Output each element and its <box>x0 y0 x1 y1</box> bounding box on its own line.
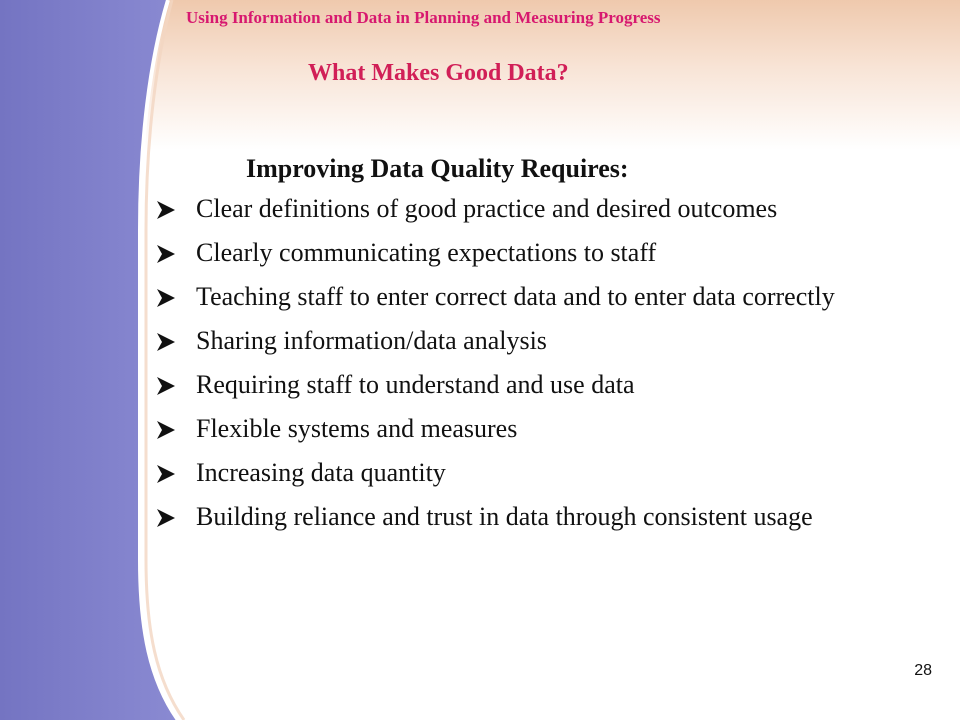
bullet-text: Sharing information/data analysis <box>196 326 547 355</box>
arrowhead-bullet-icon <box>156 200 176 220</box>
header-label: Using Information and Data in Planning and Measuring Progress <box>186 8 661 27</box>
arrowhead-bullet-icon <box>156 420 176 440</box>
arrowhead-bullet-icon <box>156 464 176 484</box>
bullet-text: Clearly communicating expectations to staff <box>196 238 657 267</box>
bullet-item <box>156 369 916 401</box>
bullet-item <box>156 501 916 533</box>
arrowhead-bullet-icon <box>156 376 176 396</box>
bullet-item <box>156 413 916 445</box>
arrowhead-bullet-icon <box>156 332 176 352</box>
slide-subtitle: Improving Data Quality Requires: <box>246 154 629 183</box>
arrowhead-bullet-icon <box>156 244 176 264</box>
bullet-item <box>156 193 916 225</box>
bullet-list <box>156 193 916 545</box>
bullet-item <box>156 237 916 269</box>
bullet-item <box>156 457 916 489</box>
bullet-text: Increasing data quantity <box>196 458 446 487</box>
bullet-item <box>156 325 916 357</box>
page-number: 28 <box>914 662 932 679</box>
slide-title: What Makes Good Data? <box>308 60 569 86</box>
bullet-item <box>156 281 916 313</box>
arrowhead-bullet-icon <box>156 508 176 528</box>
arrowhead-bullet-icon <box>156 288 176 308</box>
bullet-text: Flexible systems and measures <box>196 414 518 443</box>
bullet-text: Requiring staff to understand and use data <box>196 370 635 399</box>
bullet-text: Clear definitions of good practice and desired outcomes <box>196 194 778 223</box>
bullet-text: Building reliance and trust in data through consistent usage <box>196 502 813 531</box>
bullet-text: Teaching staff to enter correct data and to enter data correctly <box>196 282 835 311</box>
